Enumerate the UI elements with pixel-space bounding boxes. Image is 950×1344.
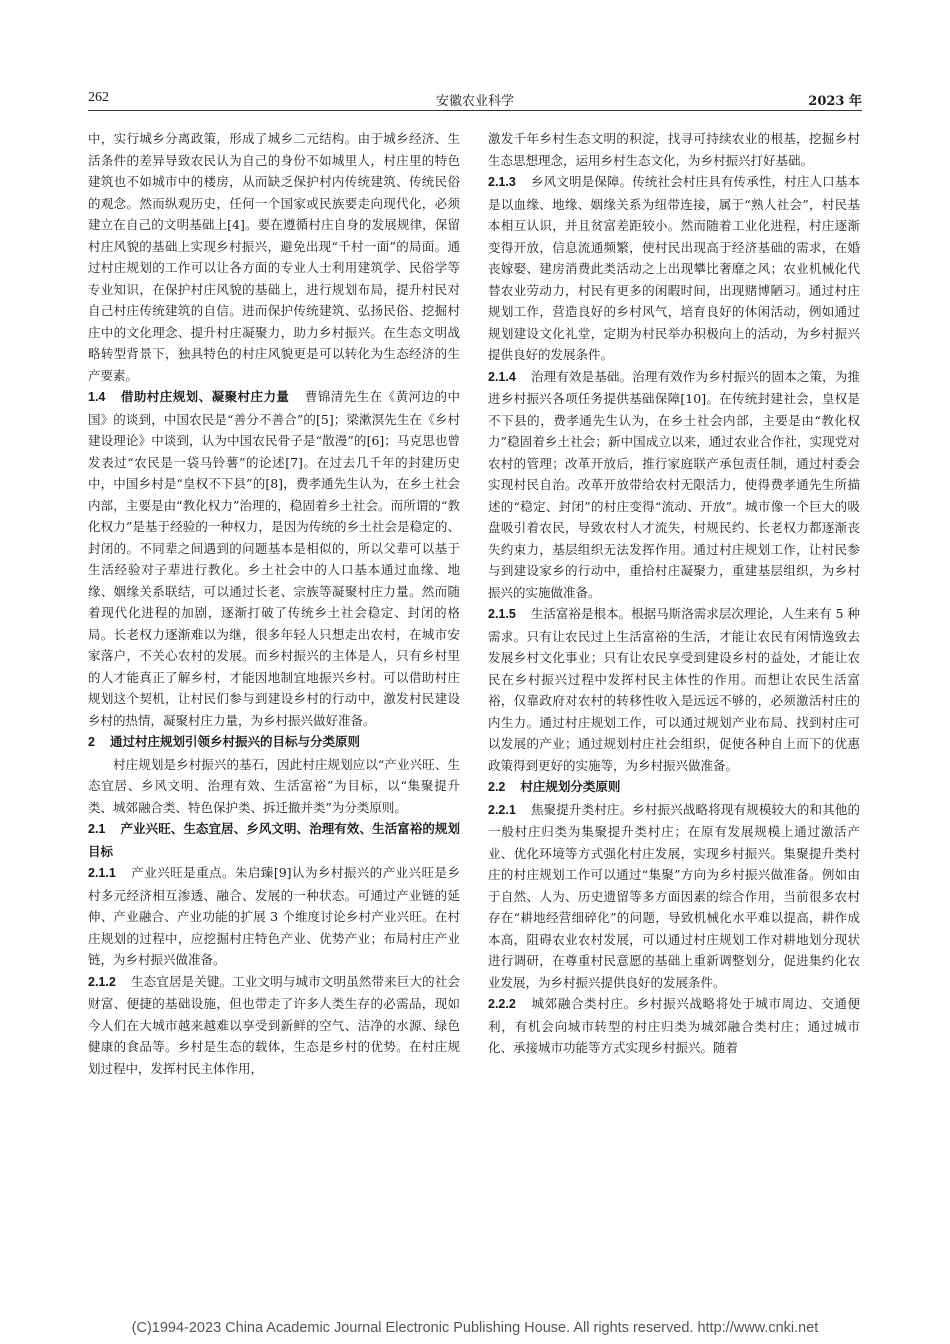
section-2-1-5 [488, 603, 860, 776]
section-2-2-heading [488, 776, 860, 799]
section-text: 产业兴旺是重点。朱启臻[9]认为乡村振兴的产业兴旺是乡村多元经济相互渗透、融合、发展的一种状态。可通过产业链的延伸、产业融合、产业功能的扩展 3 个维度讨论乡村产业兴旺。在村庄规划的过程中，应挖掘村庄特色产业、优势产业；布局村庄产业链，为乡村振兴做准备。 [88, 865, 460, 967]
publication-year: 2023 年 [808, 94, 862, 109]
section-number: 1.4 [88, 390, 106, 404]
section-title: 通过村庄规划引领乡村振兴的目标与分类原则 [109, 734, 360, 749]
section-number: 2 [88, 735, 95, 749]
page-number: 262 [88, 90, 109, 105]
section-text: 生活富裕是根本。根据马斯洛需求层次理论，人生来有 5 种需求。只有让农民过上生活富裕的生活，才能让农民有闲情逸致去发展乡村文化事业；只有让农民享受到建设乡村的益处，才能让农民在乡村振兴过程中发挥村民主体性的作用。而想让农民生活富裕，仅靠政府对农村的转移性收入是远远不够的，必须激活村庄的内生力。通过村庄规划工作，可以通过规划产业布局、找到村庄可以发展的产业；通过规划村庄社会组织，促使各种自上而下的优惠政策得到更好的实施等，为乡村振兴做准备。 [488, 606, 860, 773]
copyright-footer: (C)1994-2023 China Academic Journal Electronic Publishing House. All rights reserved. http://www.cnki.net [131, 1320, 819, 1336]
section-number: 2.1.1 [88, 866, 116, 880]
paragraph-intro: 中，实行城乡分离政策，形成了城乡二元结构。由于城乡经济、生活条件的差异导致农民认为自己的身份不如城里人，村庄里的特色建筑也不如城市中的楼房，从而缺乏保护村内传统建筑、传统民俗的观念。然而纵观历史，任何一个国家或民族要走向现代化，必须建立在自己的文明基础上[4]。要在遵循村庄自身的发展规律，保留村庄风貌的基础上实现乡村振兴，避免出现“千村一面”的局面。通过村庄规划的工作可以让各方面的专业人士利用建筑学、民俗学等专业知识，在保护村庄风貌的基础上，进行规划布局，提升村民对自己村庄传统建筑的自信。进而保护传统建筑、弘扬民俗、挖掘村庄中的文化理念、提升村庄凝聚力，助力乡村振兴。在生态文明战略转型背景下，独具特色的村庄风貌更是可以转化为生态经济的生产要素。 [88, 131, 460, 383]
section-2-1-4 [488, 366, 860, 604]
section-number: 2.2.1 [488, 802, 516, 817]
section-number: 2.1.2 [88, 974, 116, 989]
section-number: 2.1 [88, 822, 106, 836]
section-text: 曹锦清先生在《黄河边的中国》的谈到，中国农民是“善分不善合”的[5]；梁漱溟先生在《乡村建设理论》中谈到，认为中国农民骨子是“散漫”的[6]；马克思也曾发表过“农民是一袋马铃薯”的论述[7]。在过去几千年的封建历史中，中国乡村是“皇权不下县”的[8]，费孝通先生认为，在乡土社会内部，主要是由“教化权力”治理的，稳固着乡土社会。而所谓的“教化权力”是基于经验的一种权力，是因为传统的乡土社会是稳定的、封闭的。不同辈之间遇到的问题基本是相似的，所以父辈可以基于生活经验对子辈进行教化。乡土社会中的人口基本通过血缘、地缘、姻缘关系联结，可以通过长老、宗族等凝聚村庄力量。然而随着现代化进程的加剧，逐渐打破了传统乡土社会稳定、封闭的格局。长老权力逐渐难以为继，很多年轻人只想走出农村，在城市安家落户，不关心农村的发展。而乡村振兴的主体是人，只有乡村里的人才能真正了解乡村，才能因地制宜地振兴乡村。可以借助村庄规划这个契机，让村民们参与到建设乡村的行动中，激发村民建设乡村的热情，凝聚村庄力量，为乡村振兴做好准备。 [88, 389, 460, 728]
section-2-text: 村庄规划是乡村振兴的基石，因此村庄规划应以“产业兴旺、生态宜居、乡风文明、治理有效、生活富裕”为目标，以“集聚提升类、城郊融合类、特色保护类、拆迁撤并类”为分类原则。 [88, 756, 460, 815]
section-text: 乡风文明是保障。传统社会村庄具有传承性，村庄人口基本是以血缘、地缘、姻缘关系为纽带连接，属于“熟人社会”，村民基本相互认识，并且贫富差距较小。然而随着工业化进程，村庄逐渐变得开放，信息流通频繁，使村民出现高于经济基础的需求，在婚丧嫁娶、建房消费此类活动之上出现攀比奢靡之风；农业机械化代替农业劳动力，村民有更多的闲暇时间，出现赌博陋习。通过村庄规划工作，营造良好的乡村风气，培育良好的休闲活动，例如通过规划建设文化礼堂，定期为村民举办积极向上的活动，为乡村振兴提供良好的发展条件。 [488, 174, 860, 362]
left-column [88, 128, 460, 1288]
section-2-1-heading [88, 818, 460, 862]
section-2-heading [88, 731, 460, 754]
section-title: 借助村庄规划、凝聚村庄力量 [120, 389, 290, 404]
page-header [88, 88, 862, 111]
section-title: 产业兴旺、生态宜居、乡风文明、治理有效、生活富裕的规划目标 [88, 821, 460, 859]
paragraph-continued: 激发千年乡村生态文明的积淀，找寻可持续农业的根基，挖掘乡村生态思想理念，运用乡村生态文化，为乡村振兴打好基础。 [488, 131, 860, 168]
section-2-1-2 [88, 971, 460, 1080]
section-number: 2.1.3 [488, 175, 516, 189]
section-text: 焦聚提升类村庄。乡村振兴战略将现有规模较大的和其他的一般村庄归类为集聚提升类村庄；在原有发展规模上通过激活产业、优化环境等方式强化村庄发展，实现乡村振兴。集聚提升类村庄的村庄规划工作可以通过“集聚”方向为乡村振兴做准备。例如由于自然、人为、历史遗留等多方面因素的综合作用，当前很多农村存在“耕地经营细碎化”的问题，导致机械化水平难以提高，耕作成本高，阻碍农业农村发展，可以通过村庄规划工作对耕地划分现状进行调研，在尊重村民意愿的基础上重新调整划分，促进集约化农业发展，为乡村振兴提供良好的发展条件。 [488, 801, 860, 990]
section-text: 治理有效是基础。治理有效作为乡村振兴的固本之策，为推进乡村振兴各项任务提供基础保障[10]。在传统封建社会，皇权是不下县的，费孝通先生认为，在乡土社会内部，主要是由“教化权力”稳固着乡土社会；新中国成立以来，通过农业合作社，实现党对农村的管理；改革开放后，推行家庭联产承包责任制，通过村委会实现村民自治。改革开放带给农村无限活力，使得费孝通先生所描述的“稳定、封闭”的村庄变得“流动、开放”。城市像一个巨大的吸盘吸引着农民，导致农村人才流失，村规民约、长老权力都逐渐丧失约束力，基层组织无法发挥作用。通过村庄规划工作，让村民参与到建设家乡的行动中，重拾村庄凝聚力，重建基层组织，为乡村振兴的实施做准备。 [488, 368, 860, 600]
section-number: 2.1.4 [488, 369, 516, 384]
section-text: 生态宜居是关键。工业文明与城市文明虽然带来巨大的社会财富、便捷的基础设施，但也带走了许多人类生存的必需品，现如今人们在大城市越来越难以享受到新鲜的空气、洁净的水源、绿色健康的食品等。乡村是生态的载体，生态是乡村的优势。在村庄规划过程中，发挥村民主体作用， [88, 973, 460, 1076]
section-2-2-1 [488, 799, 860, 994]
section-2-2-2 [488, 993, 860, 1059]
section-number: 2.2 [488, 780, 506, 794]
journal-name: 安徽农业科学 [435, 94, 514, 109]
section-2-1-3 [488, 171, 860, 366]
section-text: 城郊融合类村庄。乡村振兴战略将处于城市周边、交通便利，有机会向城市转型的村庄归类为城郊融合类村庄；通过城市化、承接城市功能等方式实现乡村振兴。随着 [488, 996, 860, 1055]
section-number: 2.1.5 [488, 607, 516, 621]
section-2-1-1 [88, 862, 460, 971]
right-column [488, 128, 860, 1288]
section-number: 2.2.2 [488, 997, 516, 1011]
section-title: 村庄规划分类原则 [520, 779, 621, 794]
section-1-4 [88, 386, 460, 731]
